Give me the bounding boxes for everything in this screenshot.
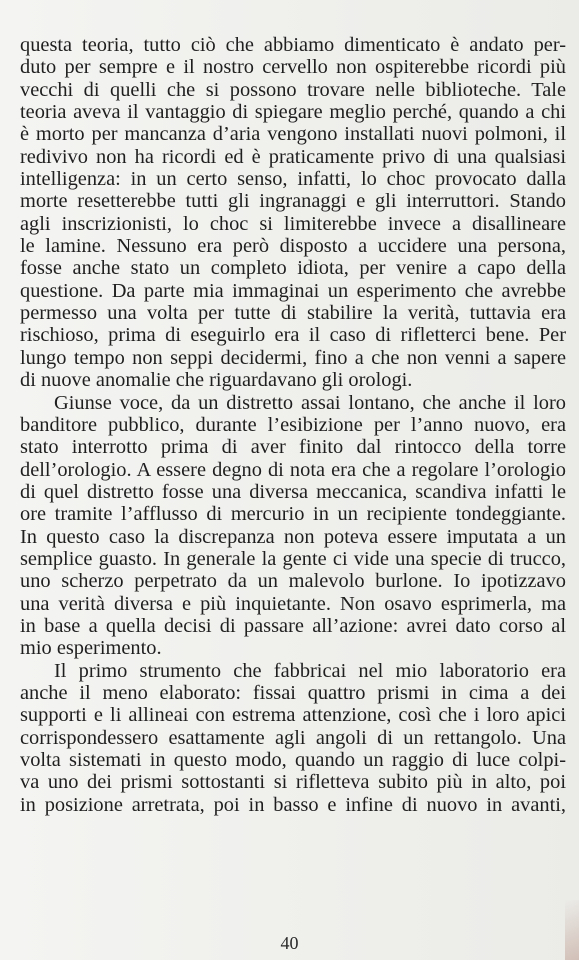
text-line: agli inscrizionisti, lo choc si limiterebbe invece a disallineare (20, 212, 566, 235)
page-number: 40 (280, 933, 299, 953)
text-line: corrispondessero esattamente agli angoli di un rettangolo. Una (20, 726, 566, 749)
text-line: è morto per mancanza d’aria vengono installati nuovi polmoni, il (20, 123, 566, 146)
text-line: fosse anche stato un completo idiota, per venire a capo della (20, 257, 566, 280)
paragraph-2 (20, 392, 566, 660)
text-line: rischioso, prima di eseguirlo era il caso di rifletterci bene. Per (20, 324, 566, 347)
text-line: in posizione arretrata, poi in basso e infine di nuovo in avanti, (20, 793, 566, 816)
text-line: di nuove anomalie che riguardavano gli orologi. (20, 369, 413, 392)
text-line: In questo caso la discrepanza non poteva essere imputata a un (20, 525, 566, 548)
text-line: Giunse voce, da un distretto assai lontano, che anche il loro (54, 391, 566, 414)
page-corner-shadow (565, 900, 579, 960)
text-line: una verità diversa e più inquietante. Non osavo esprimerla, ma (20, 592, 566, 615)
text-line: in base a quella decisi di passare all’azione: avrei dato corso al (20, 614, 566, 637)
text-line: vecchi di quelli che si possono trovare nelle biblioteche. Tale (20, 78, 566, 101)
paragraph-1 (20, 34, 566, 392)
text-line: banditore pubblico, durante l’esibizione per l’anno nuovo, era (20, 413, 566, 436)
text-line: semplice guasto. In generale la gente ci vide una specie di trucco, (20, 547, 566, 570)
text-line: redivivo non ha ricordi ed è praticamente privo di una qualsiasi (20, 145, 566, 168)
text-line: mio esperimento. (20, 637, 162, 660)
text-line: va uno dei prismi sottostanti si rifletteva subito più in alto, poi (20, 771, 566, 794)
text-line: teoria aveva il vantaggio di spiegare meglio perché, quando a chi (20, 101, 566, 124)
text-line: intelligenza: in un certo senso, infatti, lo choc provocato dalla (20, 168, 566, 191)
text-line: le lamine. Nessuno era però disposto a uccidere una persona, (20, 235, 566, 258)
text-line: questione. Da parte mia immaginai un esperimento che avrebbe (20, 279, 566, 302)
paragraph-3 (20, 660, 566, 816)
text-line: morte resetterebbe tutti gli ingranaggi e gli interruttori. Stando (20, 190, 566, 213)
text-line: permesso una volta per tutte di stabilire la verità, tuttavia era (20, 302, 566, 325)
text-line: lungo tempo non seppi decidermi, fino a che non venni a sapere (20, 346, 566, 369)
text-line: questa teoria, tutto ciò che abbiamo dimenticato è andato per- (20, 34, 566, 56)
text-line: volta sistemati in questo modo, quando un raggio di luce colpi- (20, 749, 566, 771)
text-line: Il primo strumento che fabbricai nel mio laboratorio era (54, 659, 566, 682)
text-line: dell’orologio. A essere degno di nota era che a regolare l’orologio (20, 458, 566, 481)
body-text (20, 34, 566, 816)
text-line: anche il meno elaborato: fissai quattro prismi in cima a dei (20, 681, 566, 704)
text-line: uno scherzo perpetrato da un malevolo burlone. Io ipotizzavo (20, 570, 566, 593)
text-line: supporti e li allineai con estrema attenzione, così che i loro apici (20, 704, 566, 727)
text-line: di quel distretto fosse una diversa meccanica, scandiva infatti le (20, 480, 566, 503)
text-line: duto per sempre e il nostro cervello non ospiterebbe ricordi più (20, 56, 566, 79)
text-line: ore tramite l’afflusso di mercurio in un recipiente tondeggiante. (20, 503, 566, 526)
text-line: stato interrotto prima di aver finito dal rintocco della torre (20, 436, 566, 459)
